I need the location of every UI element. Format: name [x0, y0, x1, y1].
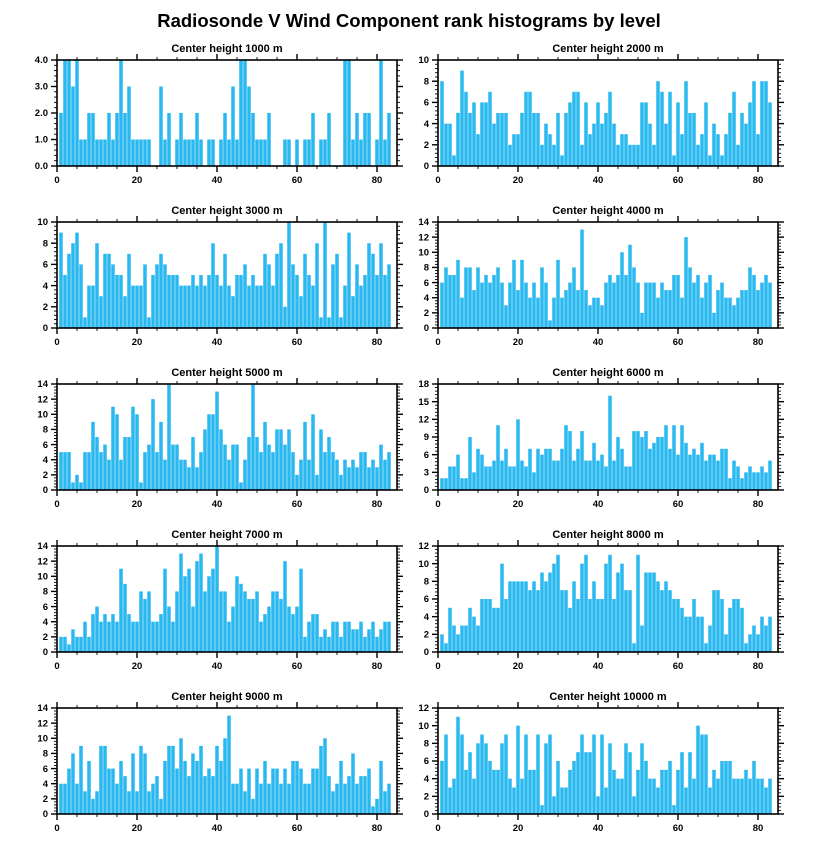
histogram-canvas	[37, 217, 397, 348]
svg-text:40: 40	[211, 661, 223, 672]
svg-text:80: 80	[371, 499, 383, 510]
svg-text:0: 0	[54, 175, 60, 186]
svg-text:60: 60	[291, 823, 303, 834]
svg-text:40: 40	[592, 337, 604, 348]
svg-text:60: 60	[672, 823, 684, 834]
svg-text:20: 20	[512, 823, 524, 834]
svg-text:40: 40	[592, 823, 604, 834]
subplot-title: Center height 10000 m	[549, 691, 667, 703]
svg-text:40: 40	[211, 499, 223, 510]
histogram-canvas	[418, 217, 778, 348]
svg-text:12: 12	[418, 541, 429, 553]
svg-text:2: 2	[42, 302, 48, 313]
svg-text:14: 14	[37, 379, 48, 391]
svg-text:15: 15	[418, 396, 429, 408]
svg-text:0: 0	[435, 337, 441, 348]
svg-text:8: 8	[423, 262, 429, 274]
svg-text:80: 80	[752, 337, 764, 348]
subplot-title: Center height 2000 m	[552, 43, 664, 55]
subplot-5000m	[37, 364, 397, 514]
svg-text:10: 10	[37, 733, 48, 745]
svg-text:0: 0	[54, 661, 60, 672]
svg-text:14: 14	[418, 217, 429, 229]
svg-text:2.0: 2.0	[34, 108, 48, 120]
svg-text:80: 80	[752, 499, 764, 510]
svg-text:0: 0	[423, 647, 429, 659]
svg-text:10: 10	[418, 55, 429, 67]
svg-text:14: 14	[37, 703, 48, 715]
svg-text:6: 6	[42, 763, 48, 775]
svg-text:3.0: 3.0	[34, 81, 48, 93]
subplot-title: Center height 1000 m	[171, 43, 283, 55]
svg-text:80: 80	[752, 823, 764, 834]
svg-text:4.0: 4.0	[34, 55, 48, 67]
svg-text:60: 60	[672, 175, 684, 186]
svg-text:12: 12	[37, 556, 48, 568]
subplot-title: Center height 8000 m	[552, 529, 664, 541]
svg-text:6: 6	[423, 277, 429, 289]
svg-text:12: 12	[37, 718, 48, 730]
svg-text:0: 0	[54, 337, 60, 348]
histogram-canvas	[418, 379, 778, 510]
subplot-1000m	[34, 40, 397, 190]
svg-text:6: 6	[42, 259, 48, 271]
svg-text:0: 0	[423, 161, 429, 173]
histogram-canvas	[418, 541, 778, 672]
svg-text:60: 60	[672, 499, 684, 510]
svg-text:12: 12	[37, 394, 48, 406]
histogram-canvas	[418, 55, 778, 186]
histogram-canvas	[37, 379, 397, 510]
svg-text:20: 20	[131, 823, 143, 834]
subplot-title: Center height 6000 m	[552, 367, 664, 379]
svg-text:40: 40	[592, 175, 604, 186]
svg-text:4: 4	[42, 778, 48, 790]
svg-text:40: 40	[211, 175, 223, 186]
svg-text:8: 8	[423, 76, 429, 88]
svg-text:2: 2	[42, 632, 48, 644]
svg-text:80: 80	[371, 661, 383, 672]
svg-text:6: 6	[423, 97, 429, 109]
svg-text:8: 8	[42, 586, 48, 598]
svg-text:4: 4	[423, 611, 429, 623]
subplot-7000m	[37, 526, 397, 676]
svg-text:60: 60	[672, 337, 684, 348]
histogram-canvas	[37, 541, 397, 672]
svg-text:9: 9	[423, 432, 429, 444]
subplot-2000m	[418, 40, 778, 190]
svg-text:0: 0	[42, 485, 48, 497]
svg-text:0: 0	[423, 323, 429, 335]
subplot-grid	[0, 40, 818, 850]
subplot-title: Center height 5000 m	[171, 367, 283, 379]
svg-text:80: 80	[752, 661, 764, 672]
svg-text:6: 6	[423, 449, 429, 461]
svg-text:0: 0	[54, 499, 60, 510]
svg-text:10: 10	[37, 217, 48, 229]
svg-text:0: 0	[42, 809, 48, 821]
svg-text:80: 80	[371, 175, 383, 186]
subplot-10000m	[418, 688, 778, 838]
svg-text:10: 10	[418, 247, 429, 259]
svg-text:20: 20	[512, 661, 524, 672]
histogram-canvas	[37, 703, 397, 834]
svg-text:0.0: 0.0	[34, 161, 48, 173]
svg-text:8: 8	[42, 748, 48, 760]
svg-text:8: 8	[42, 238, 48, 250]
svg-text:6: 6	[42, 601, 48, 613]
subplot-4000m	[418, 202, 778, 352]
svg-text:20: 20	[512, 175, 524, 186]
svg-text:6: 6	[423, 594, 429, 606]
svg-text:60: 60	[291, 337, 303, 348]
svg-text:6: 6	[423, 756, 429, 768]
subplot-8000m	[418, 526, 778, 676]
svg-text:8: 8	[42, 424, 48, 436]
svg-text:0: 0	[423, 485, 429, 497]
svg-text:2: 2	[42, 794, 48, 806]
subplot-9000m	[37, 688, 397, 838]
svg-text:2: 2	[423, 308, 429, 320]
svg-text:18: 18	[418, 379, 429, 391]
svg-text:4: 4	[42, 454, 48, 466]
svg-text:10: 10	[418, 558, 429, 570]
svg-text:2: 2	[42, 470, 48, 482]
svg-text:0: 0	[435, 661, 441, 672]
svg-text:4: 4	[423, 773, 429, 785]
svg-text:4: 4	[42, 280, 48, 292]
subplot-title: Center height 3000 m	[171, 205, 283, 217]
svg-text:2: 2	[423, 629, 429, 641]
svg-text:20: 20	[131, 661, 143, 672]
page-title: Radiosonde V Wind Component rank histograms by level	[157, 10, 661, 31]
svg-text:12: 12	[418, 414, 429, 426]
svg-text:4: 4	[423, 292, 429, 304]
svg-text:60: 60	[672, 661, 684, 672]
svg-text:3: 3	[423, 467, 429, 479]
svg-text:0: 0	[435, 175, 441, 186]
svg-text:0: 0	[42, 323, 48, 335]
svg-text:2: 2	[423, 791, 429, 803]
svg-text:40: 40	[592, 661, 604, 672]
svg-text:80: 80	[371, 337, 383, 348]
svg-text:20: 20	[131, 337, 143, 348]
svg-text:0: 0	[435, 499, 441, 510]
svg-text:4: 4	[42, 616, 48, 628]
svg-text:0: 0	[42, 647, 48, 659]
svg-text:1.0: 1.0	[34, 134, 48, 146]
svg-text:60: 60	[291, 175, 303, 186]
svg-text:20: 20	[512, 337, 524, 348]
svg-text:0: 0	[435, 823, 441, 834]
svg-text:10: 10	[37, 409, 48, 421]
subplot-title: Center height 9000 m	[171, 691, 283, 703]
svg-text:2: 2	[423, 140, 429, 151]
svg-text:12: 12	[418, 703, 429, 715]
svg-text:6: 6	[42, 439, 48, 451]
histogram-canvas	[418, 703, 778, 834]
svg-text:40: 40	[211, 337, 223, 348]
svg-text:10: 10	[418, 720, 429, 732]
svg-text:40: 40	[592, 499, 604, 510]
svg-text:60: 60	[291, 499, 303, 510]
svg-text:8: 8	[423, 738, 429, 750]
subplot-6000m	[418, 364, 778, 514]
subplot-title: Center height 7000 m	[171, 529, 283, 541]
svg-text:8: 8	[423, 576, 429, 588]
histogram-canvas	[34, 55, 397, 186]
subplot-title: Center height 4000 m	[552, 205, 664, 217]
svg-text:40: 40	[211, 823, 223, 834]
svg-text:0: 0	[423, 809, 429, 821]
svg-text:20: 20	[131, 499, 143, 510]
svg-text:80: 80	[371, 823, 383, 834]
svg-text:14: 14	[37, 541, 48, 553]
subplot-3000m	[37, 202, 397, 352]
svg-text:20: 20	[131, 175, 143, 186]
svg-text:20: 20	[512, 499, 524, 510]
svg-text:4: 4	[423, 118, 429, 130]
svg-text:0: 0	[54, 823, 60, 834]
svg-text:10: 10	[37, 571, 48, 583]
svg-text:60: 60	[291, 661, 303, 672]
svg-text:80: 80	[752, 175, 764, 186]
svg-text:12: 12	[418, 232, 429, 244]
